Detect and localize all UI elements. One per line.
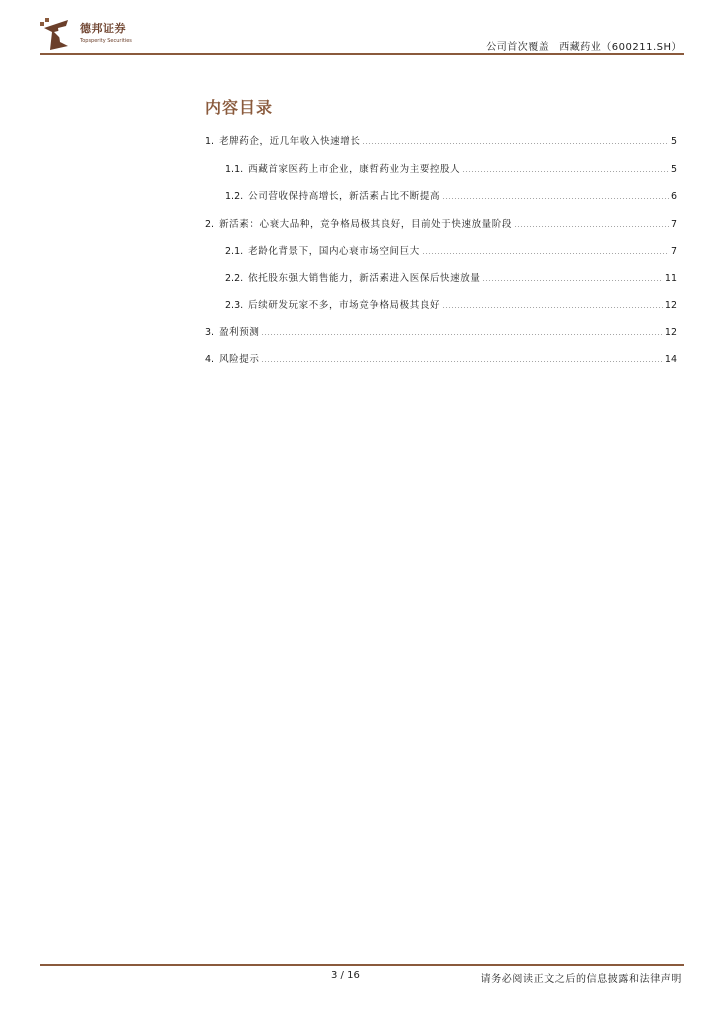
header-divider — [40, 53, 684, 55]
toc-item-page: 7 — [670, 219, 677, 230]
page-number: 3 / 16 — [331, 970, 360, 981]
company-name: 西藏药业（600211.SH） — [559, 42, 682, 53]
toc-item-number: 2.3. — [225, 300, 244, 311]
toc-title: 内容目录 — [205, 98, 274, 117]
toc-item[interactable] — [205, 133, 677, 147]
footer-divider — [40, 964, 684, 966]
toc-item-text: 老牌药企，近几年收入快速增长 — [219, 136, 361, 147]
logo-english-name: Topsperity Securities — [80, 38, 132, 44]
report-type: 公司首次覆盖 — [486, 42, 550, 53]
toc-item[interactable] — [225, 270, 677, 284]
toc-item[interactable] — [225, 297, 677, 311]
toc-item-number: 1.2. — [225, 191, 244, 202]
footer-disclaimer: 请务必阅读正文之后的信息披露和法律声明 — [480, 974, 682, 985]
toc-item[interactable] — [225, 188, 677, 202]
toc-item-number: 2. — [205, 219, 215, 230]
toc-item-text: 老龄化背景下，国内心衰市场空间巨大 — [248, 246, 420, 257]
header-info — [486, 38, 682, 53]
toc-item-page: 6 — [670, 191, 677, 202]
toc-item-page: 11 — [664, 273, 677, 284]
toc-leader-dots — [362, 143, 668, 144]
toc-item-number: 3. — [205, 327, 215, 338]
toc-item-page: 12 — [664, 327, 677, 338]
toc-leader-dots — [261, 334, 662, 335]
toc-item-text: 新活素：心衰大品种，竞争格局极其良好，目前处于快速放量阶段 — [219, 219, 512, 230]
toc-item[interactable] — [205, 216, 677, 230]
toc-item-number: 4. — [205, 354, 215, 365]
toc-item-page: 14 — [664, 354, 677, 365]
toc-item-number: 1. — [205, 136, 215, 147]
toc-leader-dots — [422, 253, 669, 254]
toc-leader-dots — [442, 307, 663, 308]
toc-item-page: 5 — [670, 136, 677, 147]
toc-item-text: 风险提示 — [219, 354, 260, 365]
toc-item[interactable] — [225, 161, 677, 175]
toc-leader-dots — [514, 226, 669, 227]
toc-leader-dots — [261, 361, 662, 362]
toc-item[interactable] — [205, 324, 677, 338]
toc-item[interactable] — [205, 351, 677, 365]
toc-item-page: 5 — [670, 164, 677, 175]
toc-item-text: 公司营收保持高增长，新活素占比不断提高 — [248, 191, 441, 202]
toc-leader-dots — [442, 198, 669, 199]
toc-item-page: 7 — [670, 246, 677, 257]
toc-item-text: 依托股东强大销售能力，新活素进入医保后快速放量 — [248, 273, 481, 284]
toc-item-text: 后续研发玩家不多，市场竞争格局极其良好 — [248, 300, 441, 311]
toc-item[interactable] — [225, 243, 677, 257]
toc-leader-dots — [482, 280, 662, 281]
topsperity-logo-icon — [38, 16, 74, 52]
toc-item-number: 2.1. — [225, 246, 244, 257]
toc-leader-dots — [462, 171, 669, 172]
toc-item-number: 1.1. — [225, 164, 244, 175]
toc-item-number: 2.2. — [225, 273, 244, 284]
toc-item-text: 盈利预测 — [219, 327, 260, 338]
company-logo — [38, 14, 148, 54]
toc-item-text: 西藏首家医药上市企业，康哲药业为主要控股人 — [248, 164, 461, 175]
toc-item-page: 12 — [664, 300, 677, 311]
logo-chinese-name: 德邦证券 — [80, 22, 126, 35]
